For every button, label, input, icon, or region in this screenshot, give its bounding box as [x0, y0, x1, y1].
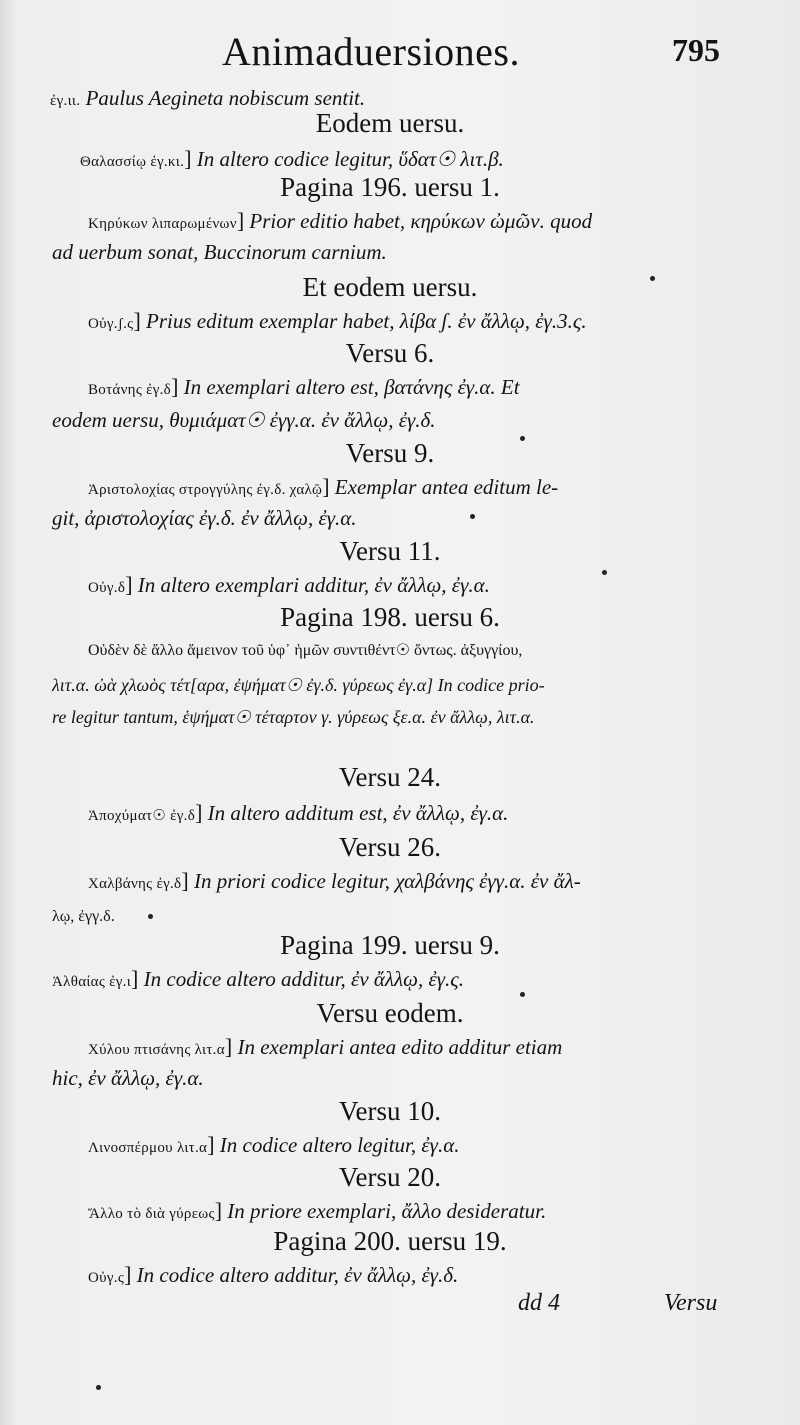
page-footer — [0, 1288, 800, 1328]
text-line: Οὐδὲν δὲ ἄλλο ἄμεινον τοῦ ὑφ᾽ ἡμῶν συντιθέντ☉ ὄντως. ἀξυγγίου, — [88, 642, 523, 659]
section-heading: Versu eodem. — [316, 998, 464, 1028]
ink-speck — [96, 1385, 101, 1390]
section-heading: Versu 26. — [339, 832, 441, 862]
text-line: Ἄλλο τὸ διὰ γύρεως] In priore exemplari, ἄλλο desideratur. — [88, 1198, 547, 1223]
ink-speck — [470, 514, 475, 519]
section-heading: Versu 20. — [339, 1162, 441, 1192]
text-line: ἐγ.ιι. Paulus Aegineta nobiscum sentit. — [50, 86, 366, 110]
section-heading: Versu 10. — [339, 1096, 441, 1126]
text-line: Χύλου πτισάνης λιτ.α] In exemplari antea edito additur etiam — [88, 1034, 563, 1059]
section-heading: Pagina 199. uersu 9. — [280, 930, 500, 960]
section-heading: Versu 11. — [339, 536, 441, 566]
ink-speck — [520, 436, 525, 441]
text-line: Ἀποχύματ☉ ἐγ.δ] In altero additum est, ἐν ἄλλῳ, ἐγ.α. — [88, 800, 509, 825]
catchword: Versu — [664, 1290, 718, 1316]
text-line: Οὐγ.ς] In codice altero additur, ἐν ἄλλῳ, ἐγ.δ. — [88, 1262, 459, 1287]
text-line: Ἀλθαίας ἐγ.ι] In codice altero additur, ἐν ἄλλῳ, ἐγ.ς. — [52, 966, 465, 991]
section-heading: Pagina 200. uersu 19. — [273, 1226, 507, 1256]
section-heading: Versu 9. — [345, 438, 435, 468]
section-heading: Eodem uersu. — [315, 108, 465, 138]
text-line: ad uerbum sonat, Buccinorum carnium. — [52, 240, 387, 264]
page-number: 795 — [672, 32, 720, 68]
section-heading: Pagina 198. uersu 6. — [280, 602, 500, 632]
text-line: git, ἀριστολοχίας ἐγ.δ. ἐν ἄλλῳ, ἐγ.α. — [52, 506, 357, 530]
text-line: eodem uersu, θυμιάματ☉ ἐγγ.α. ἐν ἄλλῳ, ἐγ.δ. — [52, 408, 436, 432]
ink-speck — [650, 276, 655, 281]
section-heading: Versu 6. — [345, 338, 435, 368]
ink-speck — [148, 914, 153, 919]
ink-speck — [520, 992, 525, 997]
text-line: Οὐγ.δ] In altero exemplari additur, ἐν ἄλλῳ, ἐγ.α. — [88, 572, 490, 597]
section-heading: Pagina 196. uersu 1. — [280, 172, 500, 202]
text-line: λῳ, ἐγγ.δ. — [52, 908, 115, 925]
running-title: Animaduersiones. — [222, 29, 520, 74]
text-line: Κηρύκων λιπαρωμένων] Prior editio habet, κηρύκων ὠμῶν. quod — [88, 208, 593, 233]
text-line: Βοτάνης ἐγ.δ] In exemplari altero est, βατάνης ἐγ.α. Et — [88, 374, 520, 399]
text-line: Χαλβάνης ἐγ.δ] In priori codice legitur, χαλβάνης ἐγγ.α. ἐν ἄλ- — [88, 868, 581, 893]
ink-speck — [602, 570, 607, 575]
text-line: Οὐγ.ʃ.ς] Prius editum exemplar habet, λίβα ʃ. ἐν ἄλλῳ, ἐγ.3.ς. — [88, 308, 587, 333]
text-line: λιτ.α. ὠὰ χλωὸς τέτ[αρα, ἐψήματ☉ ἐγ.δ. γύρεως ἐγ.α] In codice prio- — [52, 675, 545, 695]
signature-mark: dd 4 — [518, 1290, 560, 1316]
text-line: Ἀριστολοχίας στρογγύλης ἐγ.δ. χαλῷ] Exemplar antea editum le- — [88, 474, 559, 499]
text-line: Θαλασσίῳ ἐγ.κι.] In altero codice legitur, ὕδατ☉ λιτ.β. — [80, 146, 504, 171]
page-header — [0, 22, 800, 82]
text-line: re legitur tantum, ἑψήματ☉ τέταρτον γ. γύρεως ξε.α. ἐν ἄλλῳ, λιτ.α. — [52, 707, 535, 727]
section-heading: Et eodem uersu. — [302, 272, 478, 302]
text-line: hic, ἐν ἄλλῳ, ἐγ.α. — [52, 1066, 204, 1090]
text-line: Λινοσπέρμου λιτ.α] In codice altero legitur, ἐγ.α. — [88, 1132, 460, 1157]
section-heading: Versu 24. — [339, 762, 441, 792]
